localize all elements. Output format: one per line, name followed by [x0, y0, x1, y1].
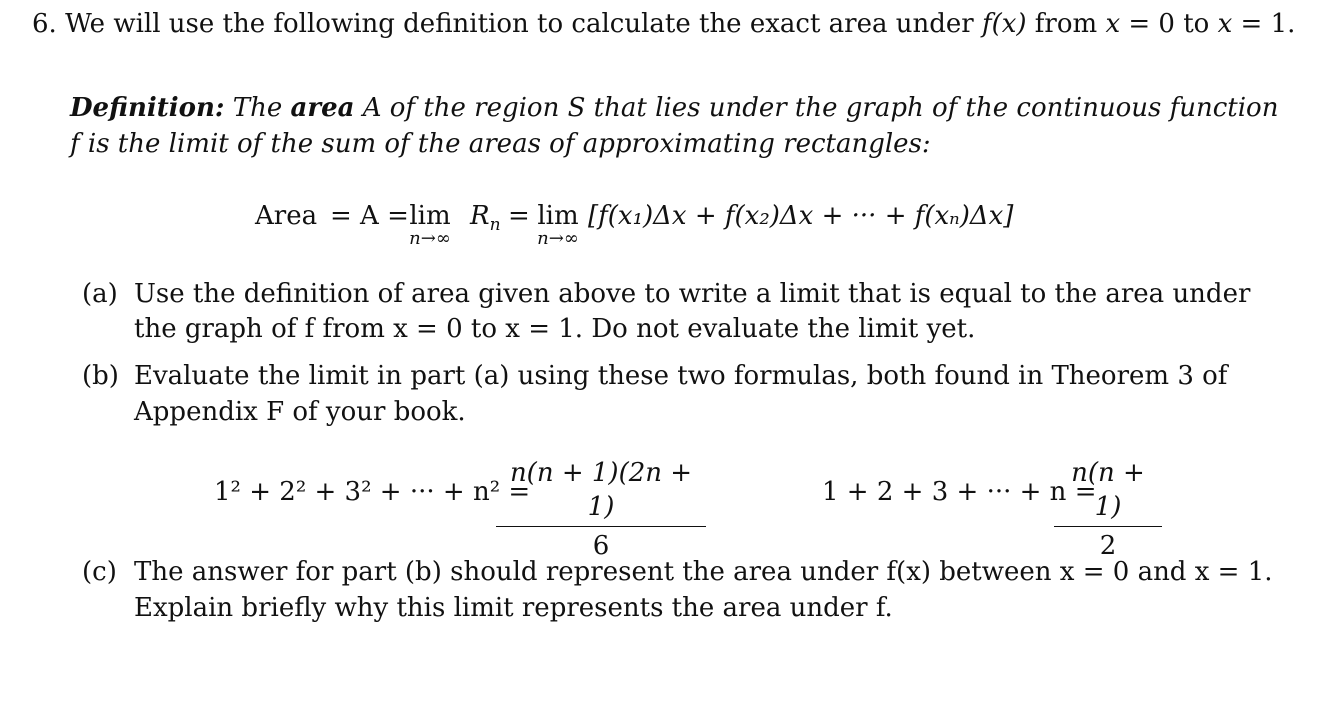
- sum-of-squares-lhs: 1² + 2² + 3² + ··· + n² =: [214, 477, 531, 507]
- limit-2-subscript: n→∞: [537, 228, 579, 249]
- part-b-label: (b): [82, 361, 119, 391]
- limit-1-subscript: n→∞: [409, 228, 451, 249]
- part-b-line-1: Evaluate the limit in part (a) using these two formulas, both found in Theorem 3 of: [134, 361, 1228, 391]
- problem-range-end: = 1.: [1232, 9, 1296, 39]
- limit-1-lim: lim: [409, 201, 451, 231]
- definition-text-2: A of the region S that lies under the graph of the continuous function: [354, 93, 1279, 123]
- sum-of-squares-numerator: n(n + 1)(2n + 1): [509, 458, 693, 522]
- area-equals: = A =: [330, 201, 409, 231]
- limit-2-lim: lim: [537, 201, 579, 231]
- problem-number: 6.: [32, 9, 57, 39]
- problem-range-start: = 0 to: [1120, 9, 1218, 39]
- rn-symbol: R: [470, 201, 490, 231]
- limit-2: [532, 202, 584, 248]
- part-c-line-1: The answer for part (b) should represent the area under f(x) between x = 0 and x = 1.: [134, 557, 1273, 587]
- part-a-line-2: the graph of f from x = 0 to x = 1. Do not evaluate the limit yet.: [134, 314, 976, 344]
- sum-of-integers-numerator: n(n + 1): [1071, 458, 1145, 522]
- problem-from: from: [1026, 9, 1106, 39]
- definition-line-1: [70, 90, 1278, 126]
- sum-of-squares-fraction: [496, 456, 706, 563]
- part-c-line-2: Explain briefly why this limit represents the area under f.: [134, 593, 893, 623]
- function-arg: (x): [991, 9, 1027, 39]
- rectangle-sum: [f(x₁)Δx + f(x₂)Δx + ··· + f(xₙ)Δx]: [588, 201, 1014, 231]
- sum-of-integers-denominator: 2: [1099, 531, 1117, 561]
- part-c-label: (c): [82, 557, 117, 587]
- sum-of-integers-lhs: 1 + 2 + 3 + ··· + n =: [822, 477, 1097, 507]
- definition-area-word: area: [290, 93, 355, 123]
- sum-of-integers-fraction: [1054, 456, 1162, 563]
- sum-of-squares-denominator: 6: [592, 531, 610, 561]
- limit-1: [404, 202, 456, 248]
- var-x: x: [1105, 9, 1121, 39]
- equals-2: =: [508, 201, 530, 231]
- function-f: f: [981, 9, 992, 39]
- fraction-bar: [496, 526, 706, 527]
- definition-label: Definition:: [70, 93, 225, 123]
- rn-subscript: n: [489, 215, 501, 236]
- part-b-line-2: Appendix F of your book.: [134, 397, 466, 427]
- problem-intro: We will use the following definition to calculate the exact area under: [65, 9, 982, 39]
- problem-statement: [32, 6, 1295, 42]
- fraction-bar: [1054, 526, 1162, 527]
- area-label: Area: [255, 201, 318, 231]
- part-a-line-1: Use the definition of area given above to write a limit that is equal to the area under: [134, 279, 1251, 309]
- riemann-sum-rn: [470, 198, 501, 243]
- var-x: x: [1217, 9, 1233, 39]
- definition-line-2: f is the limit of the sum of the areas of approximating rectangles:: [70, 129, 931, 159]
- definition-text-1: The: [224, 93, 291, 123]
- part-a-label: (a): [82, 279, 118, 309]
